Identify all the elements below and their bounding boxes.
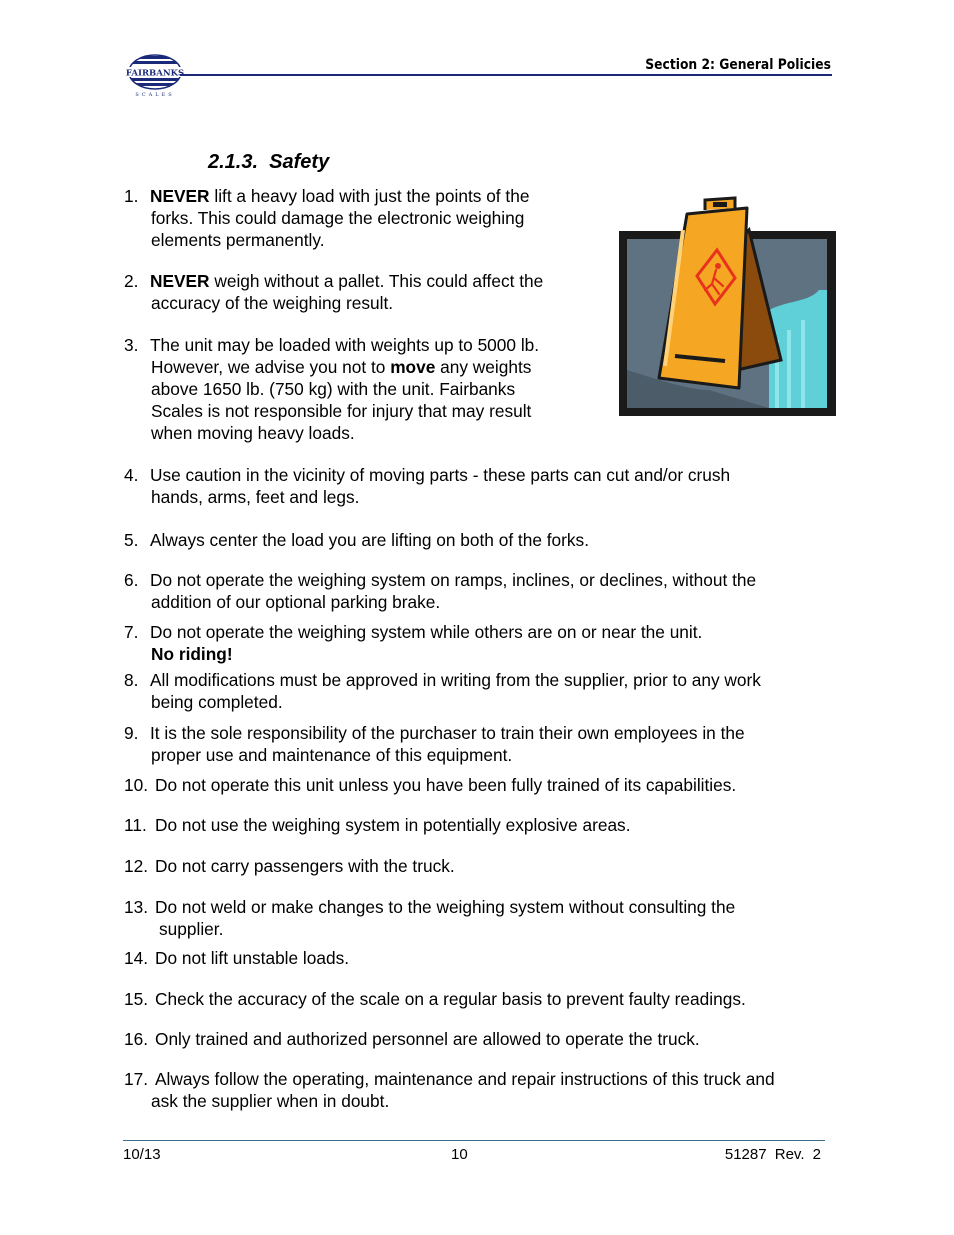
item-text: weigh without a pallet. This could affect the (209, 271, 544, 291)
list-item (124, 896, 830, 940)
footer-date: 10/13 (123, 1146, 161, 1163)
item-text: Do not operate the weighing system on ramps, inclines, or declines, without the (150, 570, 757, 590)
item-number: 9. (124, 723, 139, 743)
list-item (124, 334, 584, 444)
item-text: elements permanently. (151, 230, 325, 250)
item-text: Do not use the weighing system in potentially explosive areas. (155, 815, 631, 835)
emphasis: NEVER (150, 186, 210, 206)
item-text: However, we advise you not to (151, 357, 391, 377)
emphasis: No riding! (151, 644, 233, 664)
logo-subtext: SCALES (135, 92, 175, 98)
item-text: when moving heavy loads. (151, 423, 355, 443)
item-text: hands, arms, feet and legs. (151, 487, 360, 507)
emphasis: move (390, 357, 436, 377)
list-item (124, 464, 830, 508)
item-text: All modifications must be approved in writing from the supplier, prior to any work (150, 670, 761, 690)
item-number: 6. (124, 570, 139, 590)
item-number: 16. (124, 1029, 149, 1049)
item-number: 3. (124, 335, 139, 355)
footer-divider (123, 1140, 825, 1141)
item-number: 7. (124, 622, 139, 642)
item-number: 12. (124, 856, 149, 876)
item-text: Do not operate the weighing system while others are on or near the unit. (150, 622, 703, 642)
list-item (124, 569, 830, 613)
list-item (124, 722, 830, 766)
list-item (124, 988, 830, 1010)
item-text: addition of our optional parking brake. (151, 592, 441, 612)
item-number: 4. (124, 465, 139, 485)
item-number: 11. (124, 815, 147, 835)
item-text: Do not weld or make changes to the weighing system without consulting the (155, 897, 736, 917)
item-number: 10. (124, 775, 149, 795)
header-divider (180, 74, 832, 76)
item-text: being completed. (151, 692, 283, 712)
item-text: supplier. (159, 919, 224, 939)
logo-text: FAIRBANKS (125, 68, 185, 79)
item-number: 1. (124, 186, 139, 206)
list-item (124, 1028, 830, 1050)
list-item (124, 774, 830, 796)
item-text: accuracy of the weighing result. (151, 293, 394, 313)
section-number: 2.1.3. (208, 151, 259, 173)
section-title: Safety (269, 151, 330, 173)
list-item (124, 185, 584, 251)
section-header-title: Section 2: General Policies (645, 57, 831, 73)
item-text: Always center the load you are lifting on both of the forks. (150, 530, 590, 550)
item-number: 15. (124, 989, 149, 1009)
item-text: any weights (435, 357, 532, 377)
wet-floor-caution-sign-icon (619, 190, 836, 416)
item-text: The unit may be loaded with weights up to 5000 lb. (150, 335, 540, 355)
item-text: Always follow the operating, maintenance and repair instructions of this truck and (155, 1069, 775, 1089)
item-text: above 1650 lb. (750 kg) with the unit. Fairbanks (151, 379, 516, 399)
item-text: Check the accuracy of the scale on a regular basis to prevent faulty readings. (155, 989, 746, 1009)
item-text: ask the supplier when in doubt. (151, 1091, 390, 1111)
item-text: It is the sole responsibility of the purchaser to train their own employees in the (150, 723, 745, 743)
item-number: 8. (124, 670, 139, 690)
item-text: forks. This could damage the electronic weighing (151, 208, 525, 228)
item-number: 17. (124, 1069, 149, 1089)
list-item (124, 814, 830, 836)
list-item (124, 529, 830, 551)
item-number: 2. (124, 271, 139, 291)
emphasis: NEVER (150, 271, 210, 291)
item-text: Do not lift unstable loads. (155, 948, 350, 968)
item-text: Do not operate this unit unless you have been fully trained of its capabilities. (155, 775, 737, 795)
document-number: 51287 Rev. 2 (724, 1146, 821, 1163)
list-item (124, 1068, 830, 1112)
item-text: Only trained and authorized personnel are allowed to operate the truck. (155, 1029, 700, 1049)
fairbanks-logo (120, 52, 190, 100)
list-item (124, 621, 830, 665)
page-number: 10 (451, 1146, 468, 1163)
item-number: 5. (124, 530, 139, 550)
item-number: 14. (124, 948, 149, 968)
list-item (124, 947, 830, 969)
list-item (124, 270, 584, 314)
item-text: Do not carry passengers with the truck. (155, 856, 455, 876)
list-item (124, 669, 830, 713)
item-text: lift a heavy load with just the points of the (209, 186, 530, 206)
list-item (124, 855, 830, 877)
item-text: Use caution in the vicinity of moving parts - these parts can cut and/or crush (150, 465, 731, 485)
item-number: 13. (124, 897, 149, 917)
item-text: proper use and maintenance of this equipment. (151, 745, 513, 765)
item-text: Scales is not responsible for injury that may result (151, 401, 532, 421)
section-heading (208, 151, 329, 174)
